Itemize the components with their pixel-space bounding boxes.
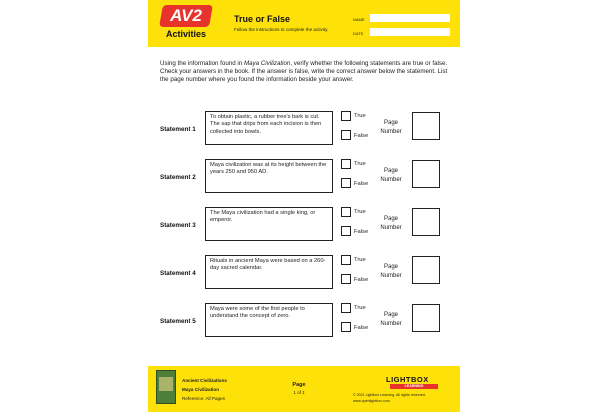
page-number-field[interactable] <box>412 112 440 140</box>
instructions-book-title: Maya Civilization <box>243 60 291 67</box>
lightbox-logo: LIGHTBOX <box>386 375 429 384</box>
false-checkbox[interactable] <box>341 178 351 188</box>
statement-text: Maya civilization was at its height between the years 250 and 950 AD. <box>205 159 333 193</box>
page-number-field[interactable] <box>412 304 440 332</box>
page-count: 1 of 1 <box>293 390 305 395</box>
false-label: False <box>354 181 369 187</box>
instructions-after: , verify whether the following statements are true or false. Check your answers in the book. If the answer is false, write the correct answer below the statement. List the page number where you found the information beside your answer. <box>160 60 448 84</box>
instructions <box>160 60 450 85</box>
statement-row-1 <box>148 109 460 149</box>
page-number-label: Page Number <box>380 120 402 135</box>
copyright: © 2021 Lightbox Learning. All rights reserved. <box>353 393 426 397</box>
page-title: True or False <box>234 14 291 24</box>
series-title: Ancient Civilizations <box>182 378 227 383</box>
page-subtitle: Follow the instructions to complete the activity. <box>234 27 329 32</box>
statement-row-3 <box>148 205 460 245</box>
date-label: DATE <box>353 31 364 36</box>
false-label: False <box>354 325 369 331</box>
statement-text: To obtain plastic, a rubber tree's bark is cut. The sap that drips from each incision is then collected into bowls. <box>205 111 333 145</box>
page-number-field[interactable] <box>412 208 440 236</box>
true-checkbox[interactable] <box>341 207 351 217</box>
page-number-field[interactable] <box>412 256 440 284</box>
website-url: www.openlightbox.com <box>353 399 390 403</box>
lightbox-logo-sub: LEARNING <box>390 384 438 389</box>
statement-text: Maya were some of the first people to understand the concept of zero. <box>205 303 333 337</box>
book-cover-image <box>156 370 176 404</box>
false-checkbox[interactable] <box>341 130 351 140</box>
statement-row-4 <box>148 253 460 293</box>
true-label: True <box>354 257 366 263</box>
false-label: False <box>354 229 369 235</box>
false-label: False <box>354 277 369 283</box>
false-checkbox[interactable] <box>341 226 351 236</box>
page-label: Page <box>292 382 306 388</box>
name-label: NAME <box>353 17 365 22</box>
true-label: True <box>354 209 366 215</box>
statement-text: The Maya civilization had a single king, or emperor. <box>205 207 333 241</box>
footer-bar <box>148 366 460 412</box>
instructions-before: Using the information found in <box>160 60 244 67</box>
header-bar <box>148 0 460 47</box>
av2-logo-mark <box>159 5 213 27</box>
av2-logo <box>155 5 217 41</box>
true-label: True <box>354 161 366 167</box>
statement-label: Statement 5 <box>160 318 196 325</box>
logo-tagline: Activities <box>165 29 207 39</box>
statement-label: Statement 2 <box>160 174 196 181</box>
statement-label: Statement 1 <box>160 126 196 133</box>
worksheet-page <box>148 0 460 412</box>
false-label: False <box>354 133 369 139</box>
true-label: True <box>354 305 366 311</box>
name-field[interactable] <box>370 14 450 22</box>
true-checkbox[interactable] <box>341 303 351 313</box>
true-label: True <box>354 113 366 119</box>
false-checkbox[interactable] <box>341 274 351 284</box>
book-title: Maya Civilization <box>182 387 220 392</box>
statement-label: Statement 4 <box>160 270 196 277</box>
statement-row-5 <box>148 301 460 341</box>
reference: Reference: All Pages <box>182 396 225 401</box>
page-number-label: Page Number <box>380 216 402 231</box>
true-checkbox[interactable] <box>341 111 351 121</box>
logo-text: AV2 <box>170 6 202 25</box>
page-number-field[interactable] <box>412 160 440 188</box>
true-checkbox[interactable] <box>341 255 351 265</box>
true-checkbox[interactable] <box>341 159 351 169</box>
statement-text: Rituals in ancient Maya were based on a 260-day sacred calendar. <box>205 255 333 289</box>
page-number-label: Page Number <box>380 264 402 279</box>
statement-label: Statement 3 <box>160 222 196 229</box>
false-checkbox[interactable] <box>341 322 351 332</box>
date-field[interactable] <box>370 28 450 36</box>
page-number-label: Page Number <box>380 168 402 183</box>
page-number-label: Page Number <box>380 312 402 327</box>
statement-row-2 <box>148 157 460 197</box>
